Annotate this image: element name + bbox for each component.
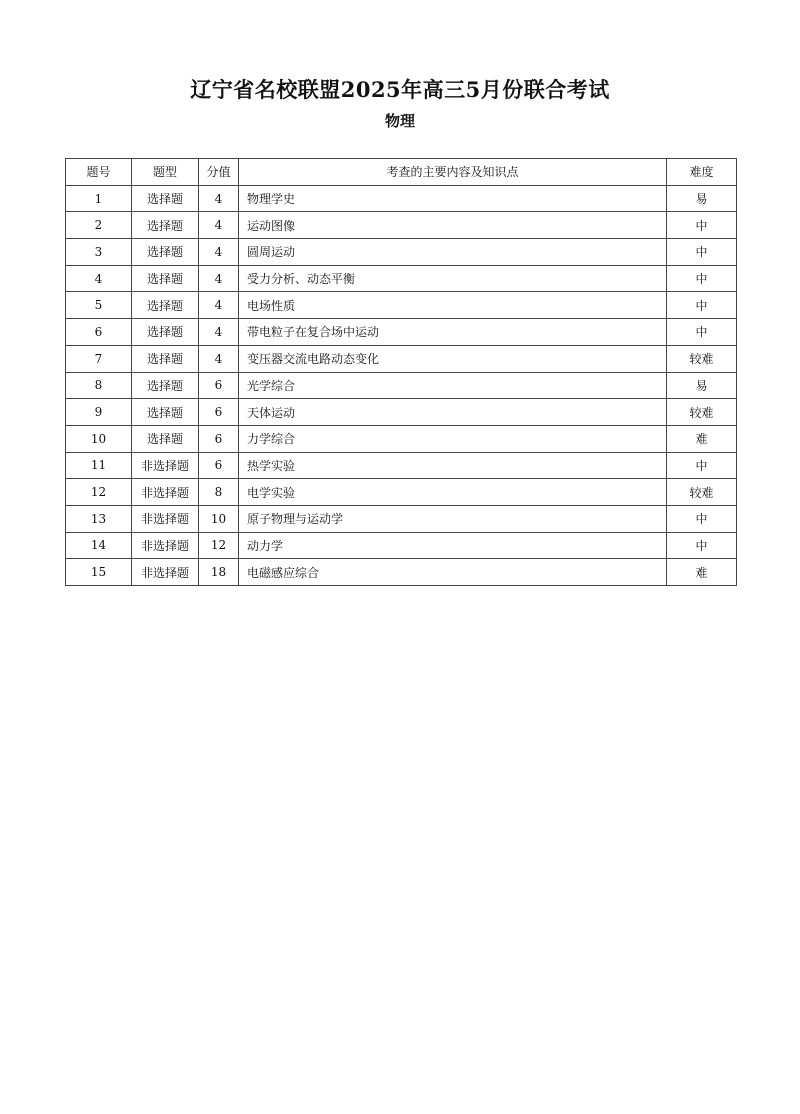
cell-question-number: 9: [66, 399, 132, 426]
table-row: [66, 532, 737, 559]
cell-question-type: 选择题: [132, 425, 199, 452]
header-question-number: 题号: [66, 159, 132, 186]
cell-score: 6: [199, 425, 239, 452]
cell-difficulty: 中: [667, 532, 737, 559]
cell-question-number: 8: [66, 372, 132, 399]
cell-difficulty: 难: [667, 425, 737, 452]
cell-difficulty: 较难: [667, 479, 737, 506]
exam-analysis-table: [65, 158, 737, 586]
cell-question-number: 3: [66, 239, 132, 266]
table-row: [66, 265, 737, 292]
cell-score: 4: [199, 345, 239, 372]
cell-question-number: 13: [66, 505, 132, 532]
cell-difficulty: 中: [667, 319, 737, 346]
table-row: [66, 505, 737, 532]
cell-knowledge-points: 电场性质: [239, 292, 667, 319]
cell-difficulty: 中: [667, 452, 737, 479]
cell-difficulty: 易: [667, 372, 737, 399]
cell-score: 6: [199, 399, 239, 426]
cell-difficulty: 中: [667, 212, 737, 239]
cell-score: 10: [199, 505, 239, 532]
cell-knowledge-points: 力学综合: [239, 425, 667, 452]
cell-question-number: 10: [66, 425, 132, 452]
cell-difficulty: 中: [667, 505, 737, 532]
table-row: [66, 345, 737, 372]
header-score: 分值: [199, 159, 239, 186]
cell-question-number: 5: [66, 292, 132, 319]
cell-question-type: 非选择题: [132, 505, 199, 532]
table-row: [66, 239, 737, 266]
table-row: [66, 479, 737, 506]
cell-knowledge-points: 动力学: [239, 532, 667, 559]
cell-question-type: 选择题: [132, 265, 199, 292]
cell-question-number: 11: [66, 452, 132, 479]
cell-question-number: 4: [66, 265, 132, 292]
cell-knowledge-points: 带电粒子在复合场中运动: [239, 319, 667, 346]
header-knowledge-points: 考查的主要内容及知识点: [239, 159, 667, 186]
table-row: [66, 372, 737, 399]
cell-question-number: 14: [66, 532, 132, 559]
cell-score: 4: [199, 265, 239, 292]
cell-question-type: 选择题: [132, 239, 199, 266]
header-question-type: 题型: [132, 159, 199, 186]
cell-question-type: 选择题: [132, 372, 199, 399]
cell-knowledge-points: 圆周运动: [239, 239, 667, 266]
cell-score: 6: [199, 372, 239, 399]
cell-question-type: 非选择题: [132, 559, 199, 586]
cell-difficulty: 中: [667, 239, 737, 266]
cell-question-type: 非选择题: [132, 532, 199, 559]
table-row: [66, 185, 737, 212]
cell-question-number: 2: [66, 212, 132, 239]
header-difficulty: 难度: [667, 159, 737, 186]
document-title: 辽宁省名校联盟2025年高三5月份联合考试: [190, 77, 610, 102]
cell-question-type: 非选择题: [132, 452, 199, 479]
cell-score: 4: [199, 239, 239, 266]
cell-question-number: 15: [66, 559, 132, 586]
cell-difficulty: 中: [667, 265, 737, 292]
cell-question-type: 选择题: [132, 319, 199, 346]
cell-score: 4: [199, 292, 239, 319]
cell-score: 4: [199, 319, 239, 346]
cell-score: 12: [199, 532, 239, 559]
cell-difficulty: 较难: [667, 399, 737, 426]
cell-question-number: 1: [66, 185, 132, 212]
cell-question-type: 选择题: [132, 185, 199, 212]
cell-knowledge-points: 原子物理与运动学: [239, 505, 667, 532]
cell-difficulty: 较难: [667, 345, 737, 372]
table-row: [66, 399, 737, 426]
cell-knowledge-points: 受力分析、动态平衡: [239, 265, 667, 292]
cell-knowledge-points: 电磁感应综合: [239, 559, 667, 586]
cell-question-type: 选择题: [132, 212, 199, 239]
cell-question-number: 6: [66, 319, 132, 346]
cell-score: 6: [199, 452, 239, 479]
table-row: [66, 559, 737, 586]
cell-score: 4: [199, 185, 239, 212]
cell-knowledge-points: 变压器交流电路动态变化: [239, 345, 667, 372]
cell-question-number: 7: [66, 345, 132, 372]
table-row: [66, 452, 737, 479]
table-row: [66, 319, 737, 346]
cell-question-type: 选择题: [132, 345, 199, 372]
table-row: [66, 425, 737, 452]
cell-knowledge-points: 运动图像: [239, 212, 667, 239]
cell-knowledge-points: 物理学史: [239, 185, 667, 212]
table-body: [66, 185, 737, 585]
cell-question-type: 非选择题: [132, 479, 199, 506]
cell-knowledge-points: 光学综合: [239, 372, 667, 399]
cell-question-number: 12: [66, 479, 132, 506]
cell-score: 4: [199, 212, 239, 239]
cell-difficulty: 易: [667, 185, 737, 212]
table-row: [66, 292, 737, 319]
table-row: [66, 212, 737, 239]
cell-score: 8: [199, 479, 239, 506]
cell-knowledge-points: 天体运动: [239, 399, 667, 426]
cell-question-type: 选择题: [132, 292, 199, 319]
cell-difficulty: 中: [667, 292, 737, 319]
cell-knowledge-points: 热学实验: [239, 452, 667, 479]
cell-score: 18: [199, 559, 239, 586]
table-header-row: [66, 159, 737, 186]
subject-heading: 物理: [384, 112, 415, 130]
cell-knowledge-points: 电学实验: [239, 479, 667, 506]
cell-question-type: 选择题: [132, 399, 199, 426]
cell-difficulty: 难: [667, 559, 737, 586]
